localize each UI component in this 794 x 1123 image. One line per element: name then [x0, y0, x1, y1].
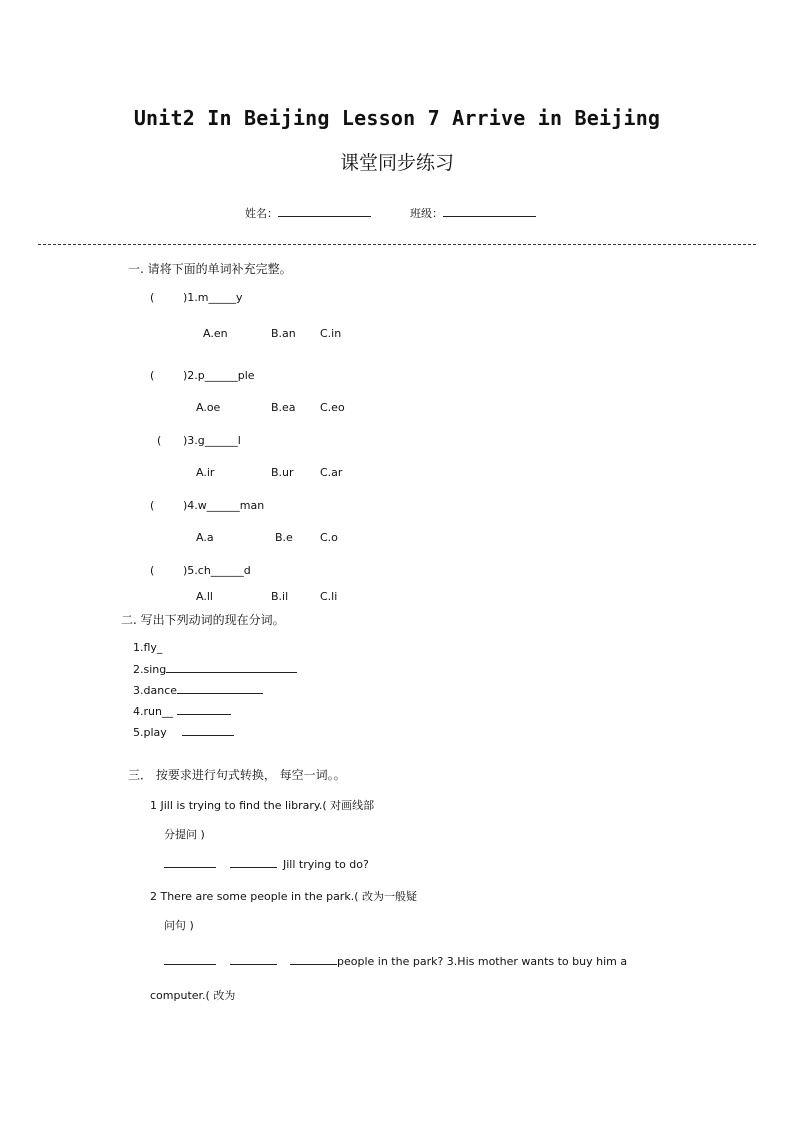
- s3-q2-blank-1[interactable]: [164, 954, 216, 965]
- s3-q1-line1: 1 Jill is trying to find the library.( 对画线部: [150, 799, 375, 812]
- s3-q3-line2: computer.( 改为: [150, 989, 236, 1002]
- q2-option-b: B.ea: [271, 401, 296, 414]
- dashed-divider: [38, 244, 756, 245]
- section1-heading: 一. 请将下面的单词补充完整。: [128, 262, 292, 276]
- s3-q2-blank-3[interactable]: [290, 954, 337, 965]
- q1-option-c: C.in: [320, 327, 342, 340]
- verb-item-5: 5.play: [133, 725, 234, 739]
- q3-paren: (: [157, 434, 162, 447]
- q5-paren: (: [150, 564, 155, 577]
- q3-option-b: B.ur: [271, 466, 294, 479]
- q2-option-a: A.oe: [196, 401, 221, 414]
- q3-option-a: A.ir: [196, 466, 215, 479]
- page-subtitle: 课堂同步练习: [339, 152, 454, 174]
- name-label: 姓名：: [245, 207, 278, 220]
- section2-heading: 二. 写出下列动词的现在分词。: [121, 613, 285, 627]
- q2-paren: (: [150, 369, 155, 382]
- q5-option-c: C.li: [320, 590, 338, 603]
- q4-option-c: C.o: [320, 531, 338, 544]
- q1-paren: (: [150, 291, 155, 304]
- name-field: [245, 205, 371, 221]
- q4-option-a: A.a: [196, 531, 214, 544]
- q3-stem: )3.g______l: [183, 434, 241, 447]
- q5-stem: )5.ch______d: [183, 564, 251, 577]
- class-field: [410, 205, 536, 221]
- q3-option-c: C.ar: [320, 466, 343, 479]
- verb-item-3: 3.dance: [133, 683, 263, 697]
- q5-option-b: B.il: [271, 590, 289, 603]
- name-blank[interactable]: [278, 206, 371, 217]
- s3-q2-line1: 2 There are some people in the park.( 改为一般疑: [150, 890, 417, 903]
- class-blank[interactable]: [443, 206, 536, 217]
- q4-paren: (: [150, 499, 155, 512]
- page-title: Unit2 In Beijing Lesson 7 Arrive in Beijing: [133, 106, 661, 130]
- s3-q2-answer-row: people in the park? 3.His mother wants to buy him a: [164, 954, 627, 968]
- verb-item-1: 1.fly_: [133, 641, 163, 654]
- verb-blank-3[interactable]: [177, 683, 263, 694]
- verb-blank-2[interactable]: [166, 662, 297, 673]
- s3-q1-answer-row: Jill trying to do?: [164, 857, 369, 871]
- s3-q1-blank-1[interactable]: [164, 857, 216, 868]
- q4-stem: )4.w______man: [183, 499, 265, 512]
- q2-option-c: C.eo: [320, 401, 345, 414]
- section3-heading: 三． 按要求进行句式转换， 每空一词。。: [128, 768, 346, 782]
- s3-q2-blank-2[interactable]: [230, 954, 277, 965]
- s3-q1-blank-2[interactable]: [230, 857, 277, 868]
- verb-item-2: 2.sing: [133, 662, 297, 676]
- q2-stem: )2.p______ple: [183, 369, 255, 382]
- q1-option-b: B.an: [271, 327, 296, 340]
- q1-option-a: A.en: [203, 327, 228, 340]
- q4-option-b: B.e: [275, 531, 293, 544]
- s3-q2-line2: 问句 ): [164, 919, 194, 932]
- verb-item-4: 4.run__: [133, 704, 231, 718]
- s3-q1-line2: 分提问 ): [164, 828, 205, 841]
- verb-blank-4[interactable]: [177, 704, 231, 715]
- verb-blank-5[interactable]: [182, 725, 234, 736]
- class-label: 班级：: [410, 207, 443, 220]
- q5-option-a: A.ll: [196, 590, 213, 603]
- q1-stem: )1.m_____y: [183, 291, 243, 304]
